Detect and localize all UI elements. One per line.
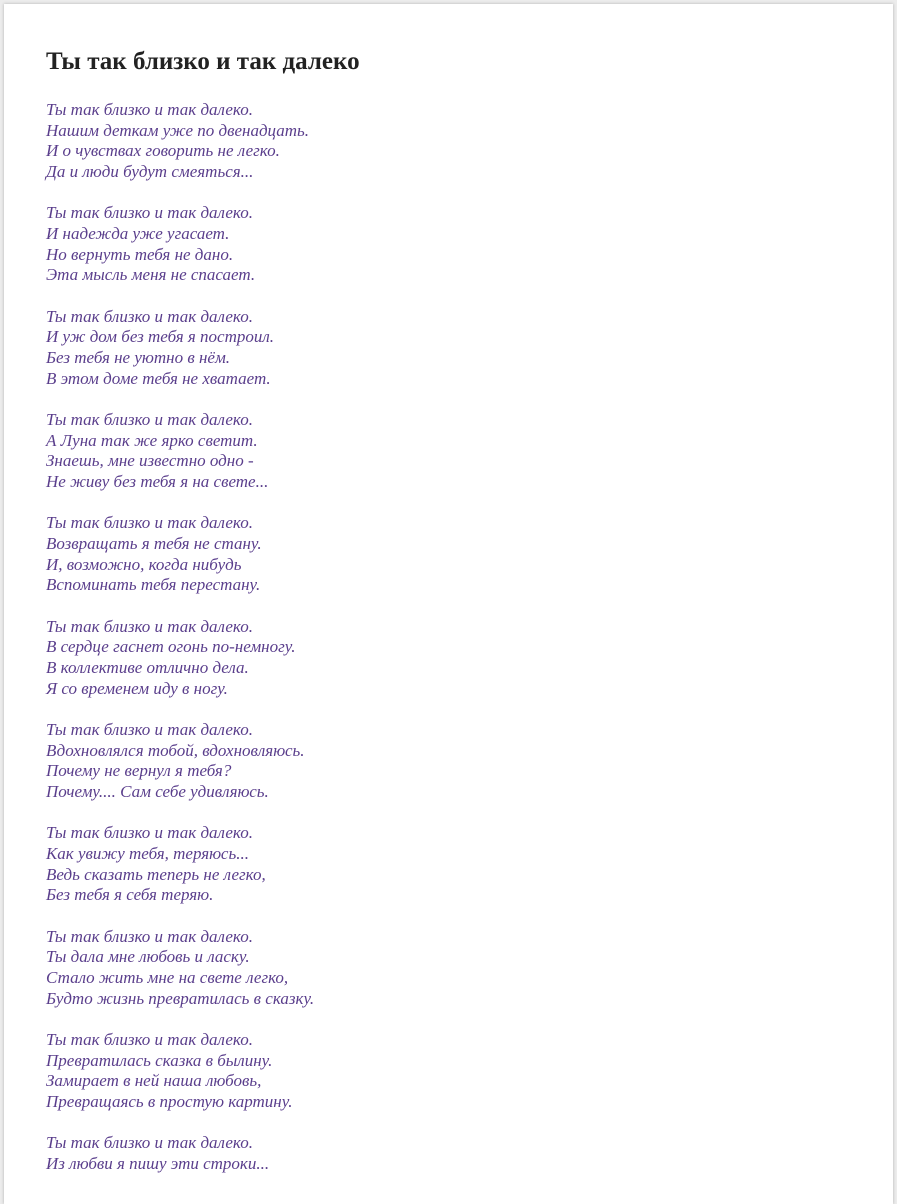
poem-line: Но вернуть тебя не дано.	[46, 244, 234, 264]
poem-line: В сердце гаснет огонь по-немногу.	[46, 637, 296, 657]
poem-line: Ты так близко и так далеко.	[46, 203, 253, 223]
poem-line: Нашим деткам уже по двенадцать.	[46, 120, 310, 140]
poem-body	[46, 100, 846, 1195]
poem-line: А Луна так же ярко светит.	[46, 430, 258, 450]
poem-line: Ты так близко и так далеко.	[46, 409, 253, 429]
poem-line: Как увижу тебя, теряюсь...	[46, 843, 249, 863]
poem-line: Ты так близко и так далеко.	[46, 513, 253, 533]
poem-line: Без тебя не уютно в нём.	[46, 348, 231, 368]
stanza	[46, 203, 846, 286]
poem-line: Ты так близко и так далеко.	[46, 306, 253, 326]
stanza	[46, 100, 846, 183]
poem-line: Почему не вернул я тебя?	[46, 761, 232, 781]
poem-line: В коллективе отлично дела.	[46, 657, 249, 677]
poem-line: Замирает в ней наша любовь,	[46, 1071, 262, 1091]
stanza	[46, 410, 846, 493]
poem-line: Ты так близко и так далеко.	[46, 1133, 253, 1153]
stanza	[46, 927, 846, 1010]
poem-line: Без тебя я себя теряю.	[46, 885, 214, 905]
stanza	[46, 720, 846, 803]
poem-line: И надежда уже угасает.	[46, 224, 230, 244]
poem-title: Ты так близко и так далеко	[46, 48, 360, 75]
poem-line: И о чувствах говорить не легко.	[46, 141, 280, 161]
poem-line: Ты так близко и так далеко.	[46, 926, 253, 946]
poem-line: Знаешь, мне известно одно -	[46, 451, 254, 471]
stanza	[46, 513, 846, 596]
stanza	[46, 1030, 846, 1113]
poem-line: Да и люди будут смеяться...	[46, 162, 254, 182]
poem-line: Вспоминать тебя перестану.	[46, 575, 261, 595]
poem-line: И, возможно, когда нибудь	[46, 554, 242, 574]
poem-line: Стало жить мне на свете легко,	[46, 967, 289, 987]
poem-line: Не живу без тебя я на свете...	[46, 472, 269, 492]
poem-line: Превратилась сказка в былину.	[46, 1050, 273, 1070]
stanza	[46, 1133, 846, 1174]
poem-line: Эта мысль меня не спасает.	[46, 265, 256, 285]
document-page	[4, 4, 893, 1204]
poem-line: Ты так близко и так далеко.	[46, 1029, 253, 1049]
poem-line: Возвращать я тебя не стану.	[46, 533, 262, 553]
poem-line: Превращаясь в простую картину.	[46, 1091, 293, 1111]
stanza	[46, 617, 846, 700]
poem-line: Из любви я пишу эти строки...	[46, 1153, 270, 1173]
poem-line: Ведь сказать теперь не легко,	[46, 864, 266, 884]
poem-line: Ты так близко и так далеко.	[46, 719, 253, 739]
poem-line: В этом доме тебя не хватает.	[46, 368, 271, 388]
poem-line: И уж дом без тебя я построил.	[46, 327, 275, 347]
poem-line: Я со временем иду в ногу.	[46, 678, 228, 698]
poem-line: Почему.... Сам себе удивляюсь.	[46, 781, 269, 801]
poem-line: Ты так близко и так далеко.	[46, 100, 253, 119]
poem-line: Вдохновлялся тобой, вдохновляюсь.	[46, 740, 305, 760]
poem-line: Будто жизнь превратилась в сказку.	[46, 988, 315, 1008]
poem-line: Ты так близко и так далеко.	[46, 823, 253, 843]
stanza	[46, 823, 846, 906]
poem-line: Ты так близко и так далеко.	[46, 616, 253, 636]
poem-line: Ты дала мне любовь и ласку.	[46, 947, 250, 967]
stanza	[46, 307, 846, 390]
